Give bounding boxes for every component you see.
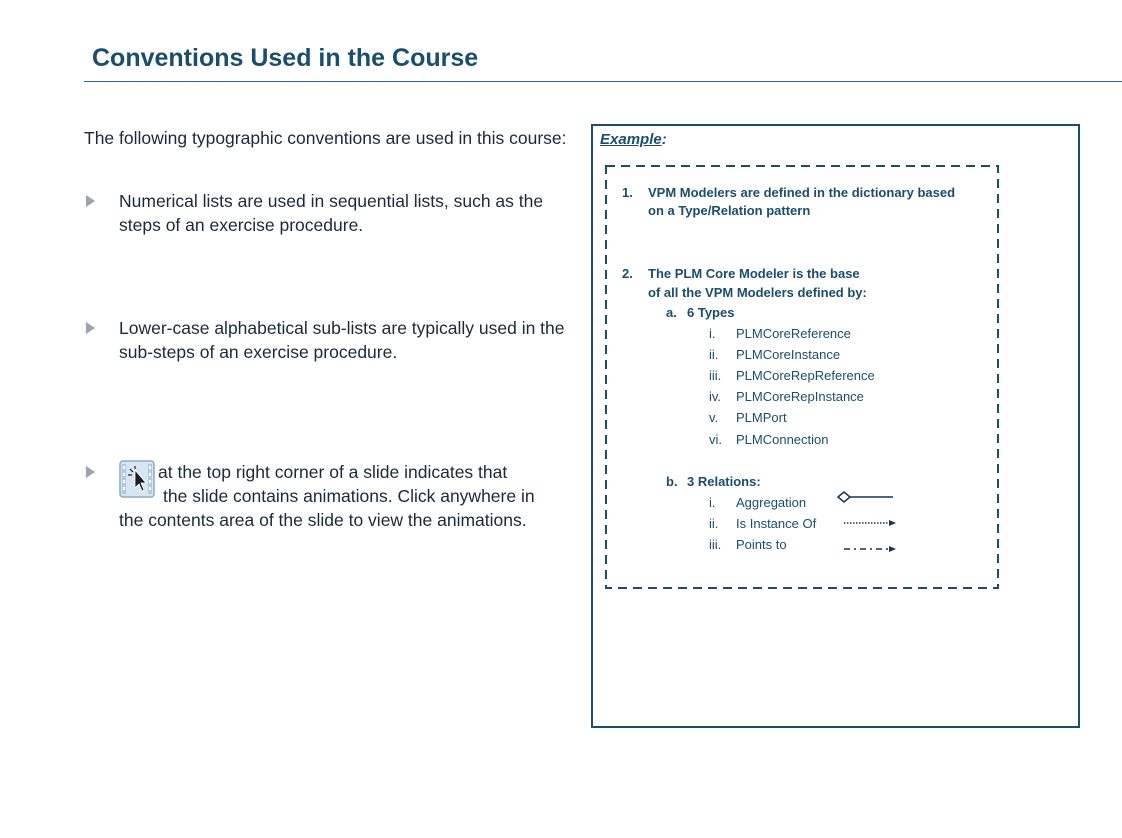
- type-label: PLMCoreInstance: [736, 347, 841, 362]
- type-marker: iii.: [709, 368, 722, 383]
- page-title: Conventions Used in the Course: [92, 44, 479, 72]
- bullet-text-line: the contents area of the slide to view the animations.: [119, 510, 527, 530]
- animation-icon: [119, 460, 155, 498]
- diamond-line-icon: [836, 489, 896, 505]
- example-subitem-marker: a.: [666, 305, 677, 320]
- example-item-text: The PLM Core Modeler is the base: [648, 266, 860, 281]
- title-divider: [84, 81, 1122, 82]
- relation-marker: i.: [709, 495, 716, 510]
- type-marker: ii.: [709, 347, 719, 362]
- type-marker: v.: [709, 410, 719, 425]
- type-marker: vi.: [709, 432, 722, 447]
- example-subitem-label: 3 Relations:: [687, 474, 761, 489]
- example-item-text: VPM Modelers are defined in the dictionary based: [648, 185, 956, 200]
- dash-dot-arrow-icon: [843, 542, 898, 556]
- example-label: [600, 131, 667, 148]
- bullet-text: Numerical lists are used in sequential lists, such as the steps of an exercise procedure.: [119, 191, 544, 235]
- type-label: PLMCoreRepInstance: [736, 389, 864, 404]
- example-item-text: of all the VPM Modelers defined by:: [648, 285, 867, 300]
- dotted-arrow-icon: [843, 516, 898, 530]
- bullet-text-line: the slide contains animations. Click anywhere in: [163, 486, 535, 506]
- relation-marker: iii.: [709, 537, 722, 552]
- example-item-number: 1.: [622, 185, 633, 200]
- type-label: PLMPort: [736, 410, 787, 425]
- type-label: PLMCoreRepReference: [736, 368, 875, 383]
- intro-text: The following typographic conventions are used in this course:: [84, 128, 567, 148]
- example-item-text: on a Type/Relation pattern: [648, 203, 811, 218]
- bullet-triangle-icon: [86, 322, 95, 334]
- relation-marker: ii.: [709, 516, 719, 531]
- type-label: PLMConnection: [736, 432, 829, 447]
- bullet-triangle-icon: [86, 195, 95, 207]
- type-label: PLMCoreReference: [736, 326, 851, 341]
- example-subitem-label: 6 Types: [687, 305, 735, 320]
- example-subitem-marker: b.: [666, 474, 678, 489]
- relation-label: Is Instance Of: [736, 516, 817, 531]
- type-marker: i.: [709, 326, 716, 341]
- type-marker: iv.: [709, 389, 722, 404]
- example-label-colon: :: [661, 131, 667, 148]
- relation-label: Points to: [736, 537, 787, 552]
- example-item-number: 2.: [622, 266, 633, 281]
- bullet-text: Lower-case alphabetical sub-lists are typically used in the sub-steps of an exercise procedure.: [119, 318, 565, 362]
- bullet-item: [86, 460, 586, 540]
- relation-label: Aggregation: [736, 495, 807, 510]
- bullet-triangle-icon: [86, 466, 95, 478]
- bullet-text-line: at the top right corner of a slide indicates that: [158, 462, 508, 482]
- example-label-text: Example: [600, 131, 662, 148]
